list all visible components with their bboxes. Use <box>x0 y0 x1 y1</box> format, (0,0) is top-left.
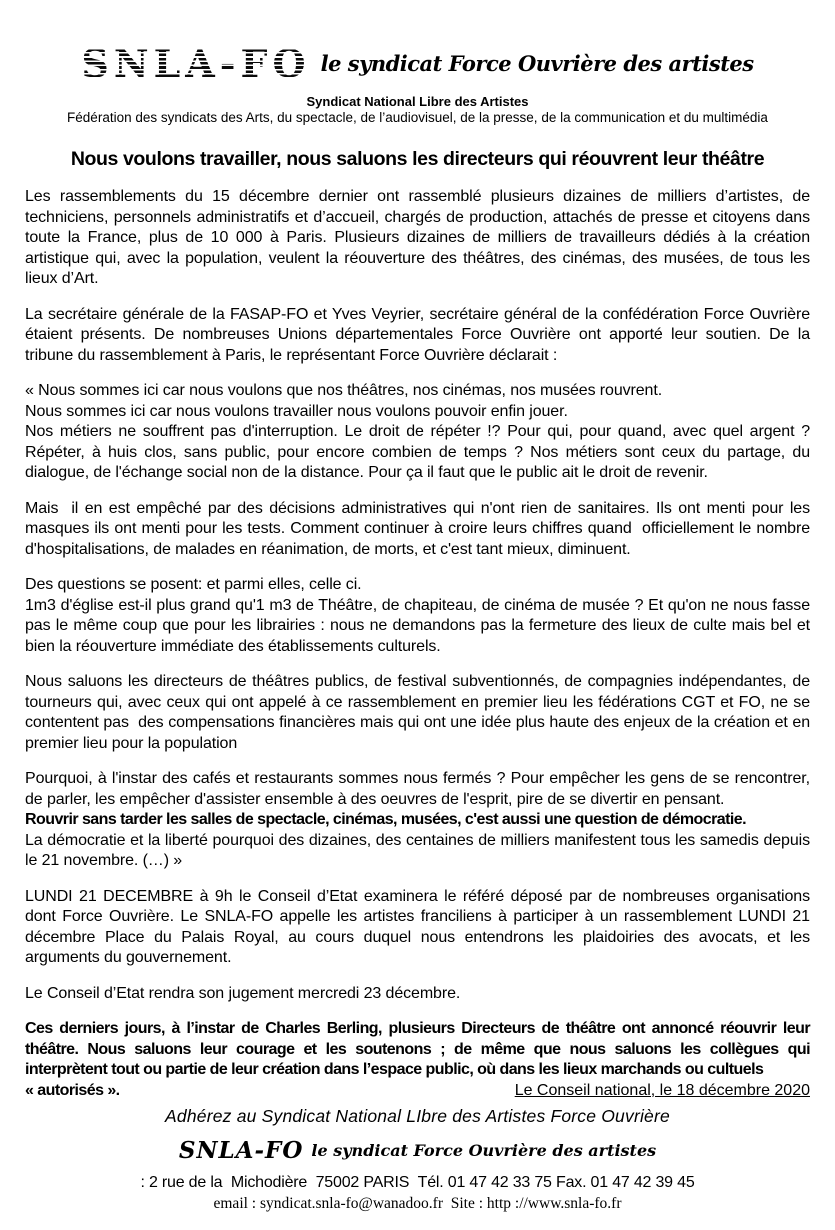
paragraph-text: Le Conseil d’Etat rendra son jugement mercredi 23 décembre. <box>25 984 461 1002</box>
subtitle-syndicat: Syndicat National Libre des Artistes <box>306 94 529 110</box>
document-header <box>25 42 810 126</box>
paragraph <box>25 984 810 1005</box>
paragraph-text: Nos métiers ne souffrent pas d'interruption. Le droit de répéter !? Pour qui, pour quand, avec quel argent ? Répéter, à huis clos, sans public, pour encore combien de temps ? Nos métiers sont ceux du partage, du dialogue, de l'échange social non de la distance. Pour ça il faut que le public ait le droit de revenir. <box>25 423 810 482</box>
document-title: Nous voulons travailler, nous saluons les directeurs qui réouvrent leur théâtre <box>70 148 765 171</box>
paragraph <box>25 1019 810 1101</box>
footer-snla-fo-logo: SNLA-FO <box>178 1137 304 1165</box>
signature-date: Le Conseil national, le 18 décembre 2020 <box>514 1081 810 1099</box>
snla-fo-logo: SNLA-FO <box>81 41 311 86</box>
paragraph-text: Nous sommes ici car nous voulons travailler nous voulons pouvoir enfin jouer. <box>25 402 568 420</box>
paragraph-bold-text: Rouvrir sans tarder les salles de spectacle, cinémas, musées, c'est aussi une question de démocratie. <box>25 811 747 829</box>
paragraph-text: « Nous sommes ici car nous voulons que nos théâtres, nos cinémas, nos musées rouvrent. <box>25 382 663 400</box>
logo-tagline: le syndicat Force Ouvrière des artistes <box>320 51 754 76</box>
paragraph <box>25 575 810 657</box>
paragraph-bold-text: Ces derniers jours, à l’instar de Charles Berling, plusieurs Directeurs de théâtre ont annoncé réouvrir leur théâtre. Nous saluons leur courage et les soutenons ; de même que nous saluons les collègues qui interprètent tout ou partie de leur création dans l’espace public, où dans les lieux marchands ou cultuels <box>25 1020 810 1079</box>
document-body <box>25 187 810 1101</box>
closing-words: « autorisés ». <box>25 1081 120 1099</box>
header-logo <box>25 42 810 86</box>
paragraph <box>25 672 810 754</box>
closing-line <box>25 1081 810 1102</box>
footer-address: : 2 rue de la Michodière 75002 PARIS Tél. 01 47 42 33 75 Fax. 01 47 42 39 45 <box>140 1174 695 1192</box>
paragraph <box>25 769 810 872</box>
paragraph-text: Mais il en est empêché par des décisions administratives qui n'ont rien de sanitaires. Ils ont menti pour les masques ils ont menti pour les tests. Comment continuer à croire leurs chiffres quand officiellement le nombre d'hospitalisations, de malades en réanimation, de morts, et c'est tant mieux, diminuent. <box>25 499 810 558</box>
paragraph <box>25 305 810 367</box>
paragraph-text: LUNDI 21 DECEMBRE à 9h le Conseil d’Etat examinera le référé déposé par de nombreuses organisations dont Force Ouvrière. Le SNLA-FO appelle les artistes franciliens à participer à un rassemblement LUNDI 21 décembre Place du Palais Royal, au cours duquel nous entendrons les plaidoiries des avocats, et les arguments du gouvernement. <box>25 887 810 967</box>
footer-contact: email : syndicat.snla-fo@wanadoo.fr Site : http ://www.snla-fo.fr <box>213 1195 622 1213</box>
subtitle-federation: Fédération des syndicats des Arts, du spectacle, de l’audiovisuel, de la presse, de la communication et du multimédia <box>67 110 768 126</box>
document-footer <box>25 1137 810 1214</box>
paragraph <box>25 187 810 290</box>
footer-logo <box>25 1137 810 1165</box>
paragraph-text: La démocratie et la liberté pourquoi des dizaines, des centaines de milliers manifestent tous les samedis depuis le 21 novembre. (…) » <box>25 831 810 870</box>
paragraph-text: Nous saluons les directeurs de théâtres publics, de festival subventionnés, de compagnies indépendantes, de tourneurs qui, avec ceux qui ont appelé à ce rassemblement en premier lieu les fédérations CGT et FO, ne se contentent pas des compensations financières mais qui ont une idée plus haute des enjeux de la création et en premier lieu pour la population <box>25 673 810 752</box>
paragraph-text: 1m3 d'église est-il plus grand qu'1 m3 de Théâtre, de chapiteau, de cinéma de musée ? Et qu'on ne nous fasse pas le même coup que pour les librairies : nous ne demandons pas la fermeture des lieux de culte mais bel et bien la réouverture immédiate des établissements culturels. <box>25 596 810 655</box>
paragraph <box>25 381 810 484</box>
membership-cta: Adhérez au Syndicat National LIbre des Artistes Force Ouvrière <box>165 1106 670 1127</box>
footer-logo-tagline: le syndicat Force Ouvrière des artistes <box>311 1141 657 1161</box>
paragraph <box>25 887 810 969</box>
paragraph <box>25 499 810 561</box>
paragraph-text: Pourquoi, à l'instar des cafés et restaurants sommes nous fermés ? Pour empêcher les gens de se rencontrer, de parler, les empêcher d'assister ensemble à des oeuvres de l'esprit, pire de se divertir en pensant. <box>25 770 810 808</box>
paragraph-text: Des questions se posent: et parmi elles, celle ci. <box>25 576 362 594</box>
paragraph-text: Les rassemblements du 15 décembre dernier ont rassemblé plusieurs dizaines de milliers d’artistes, de techniciens, personnels administratifs et d’accueil, chargés de production, attachés de presse et citoyens dans toute la France, plus de 10 000 à Paris. Plusieurs dizaines de milliers de travailleurs dédiés à la création artistique qui, avec la population, veulent la réouverture des théâtres, des cinémas, des musées, de tous les lieux d’Art. <box>25 188 810 288</box>
paragraph-text: La secrétaire générale de la FASAP-FO et Yves Veyrier, secrétaire général de la confédération Force Ouvrière étaient présents. De nombreuses Unions départementales Force Ouvrière ont apporté leur soutien. De la tribune du rassemblement à Paris, le représentant Force Ouvrière déclarait : <box>25 305 810 364</box>
